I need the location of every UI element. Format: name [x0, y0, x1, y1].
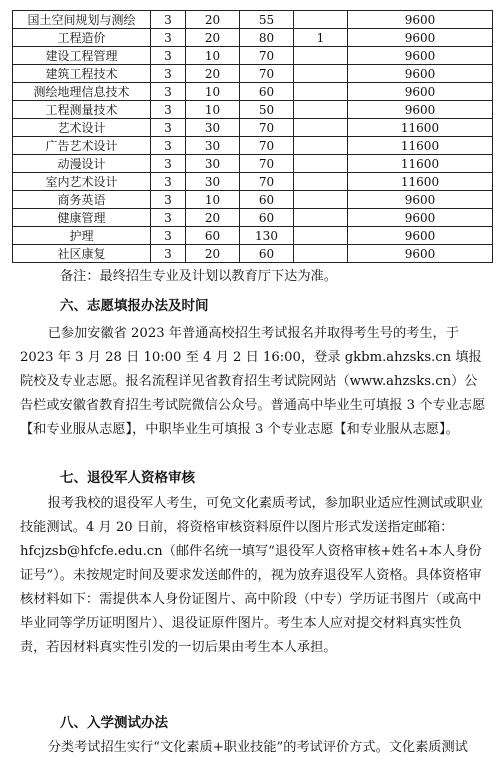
table-cell: 60 [240, 83, 294, 101]
table-cell: 9600 [348, 11, 493, 29]
table-cell [294, 173, 348, 191]
table-cell: 130 [240, 227, 294, 245]
table-cell: 10 [186, 83, 240, 101]
table-cell [294, 245, 348, 263]
table-row [13, 11, 493, 29]
table-cell: 30 [186, 119, 240, 137]
table-cell [294, 209, 348, 227]
enrollment-quota-table [12, 10, 493, 263]
table-cell: 9600 [348, 191, 493, 209]
table-cell: 9600 [348, 29, 493, 47]
table-row [13, 227, 493, 245]
table-cell [294, 155, 348, 173]
table-cell: 9600 [348, 65, 493, 83]
table-cell: 3 [151, 119, 186, 137]
table-row [13, 137, 493, 155]
table-cell: 20 [186, 29, 240, 47]
table-cell: 11600 [348, 155, 493, 173]
section-6-body [20, 322, 488, 442]
table-cell: 70 [240, 155, 294, 173]
table-cell: 10 [186, 101, 240, 119]
table-cell: 60 [186, 227, 240, 245]
table-cell: 3 [151, 11, 186, 29]
table-cell: 1 [294, 29, 348, 47]
table-cell: 70 [240, 119, 294, 137]
table-cell: 20 [186, 209, 240, 227]
table-row [13, 191, 493, 209]
table-cell [294, 137, 348, 155]
table-cell: 20 [186, 65, 240, 83]
table-cell: 3 [151, 137, 186, 155]
table-cell: 3 [151, 65, 186, 83]
table-cell: 50 [240, 101, 294, 119]
table-row [13, 245, 493, 263]
table-cell [294, 191, 348, 209]
table-row [13, 101, 493, 119]
table-cell [294, 119, 348, 137]
major-name-cell: 健康管理 [13, 209, 151, 227]
table-cell [294, 11, 348, 29]
table-cell: 11600 [348, 119, 493, 137]
section-6-heading: 六、志愿填报办法及时间 [60, 298, 209, 314]
table-row [13, 47, 493, 65]
table-row [13, 29, 493, 47]
major-name-cell: 动漫设计 [13, 155, 151, 173]
table-cell: 9600 [348, 227, 493, 245]
major-name-cell: 商务英语 [13, 191, 151, 209]
table-cell [294, 227, 348, 245]
major-name-cell: 建设工程管理 [13, 47, 151, 65]
table-cell: 20 [186, 11, 240, 29]
table-cell: 70 [240, 47, 294, 65]
major-name-cell: 国土空间规划与测绘 [13, 11, 151, 29]
table-row [13, 155, 493, 173]
table-cell: 3 [151, 83, 186, 101]
table-cell: 10 [186, 47, 240, 65]
table-cell: 30 [186, 155, 240, 173]
table-cell: 11600 [348, 137, 493, 155]
table-cell: 3 [151, 173, 186, 191]
table-cell: 3 [151, 209, 186, 227]
table-cell: 60 [240, 245, 294, 263]
major-name-cell: 工程造价 [13, 29, 151, 47]
major-name-cell: 广告艺术设计 [13, 137, 151, 155]
major-name-cell: 建筑工程技术 [13, 65, 151, 83]
section-7-heading: 七、退役军人资格审核 [60, 470, 195, 486]
table-cell: 70 [240, 65, 294, 83]
section-8-body [20, 736, 488, 760]
table-cell: 9600 [348, 209, 493, 227]
table-row [13, 119, 493, 137]
table-cell: 3 [151, 191, 186, 209]
major-name-cell: 室内艺术设计 [13, 173, 151, 191]
table-cell: 9600 [348, 47, 493, 65]
table-cell: 20 [186, 245, 240, 263]
table-cell: 60 [240, 191, 294, 209]
table-row [13, 173, 493, 191]
section-6-paragraph: 已参加安徽省 2023 年普通高校招生考试报名并取得考生号的考生，于 2023 年 3 月 28 日 10:00 至 4 月 2 日 16:00，登录 gkbm.ahzsks.cn 填报院校及专业志愿。报名流程详见省教育招生考试院网站（www.ahzsks.cn）公告栏或安徽省教育招生考试院微信公众号。普通高中毕业生可填报 3 个专业志愿【和专业服从志愿】，中职毕业生可填报 3 个专业志愿【和专业服从志愿】。 [20, 326, 486, 437]
table-cell: 60 [240, 209, 294, 227]
table-cell: 11600 [348, 173, 493, 191]
table-cell: 3 [151, 101, 186, 119]
table-cell: 3 [151, 245, 186, 263]
table-cell: 10 [186, 191, 240, 209]
section-7-paragraph: 报考我校的退役军人考生，可免文化素质考试，参加职业适应性测试或职业技能测试。4 月 20 日前，将资格审核资料原件以图片形式发送指定邮箱：hfcjzsb@hfcfe.edu.cn（邮件名统一填写“退役军人资格审核+姓名+本人身份证号”）。未按规定时间及要求发送邮件的，视为放弃退役军人资格。具体资格审核材料如下：需提供本人身份证图片、高中阶段（中专）学历证书图片（或高中毕业同等学历证明图片）、退役证原件图片。考生本人应对提交材料真实性负责，若因材料真实性引发的一切后果由考生本人承担。 [20, 496, 483, 655]
major-name-cell: 护理 [13, 227, 151, 245]
major-name-cell: 社区康复 [13, 245, 151, 263]
table-body [13, 11, 493, 263]
table-cell: 3 [151, 155, 186, 173]
table-cell [294, 83, 348, 101]
section-7-body [20, 492, 488, 660]
major-name-cell: 艺术设计 [13, 119, 151, 137]
table-row [13, 65, 493, 83]
table-cell: 3 [151, 29, 186, 47]
table-cell: 55 [240, 11, 294, 29]
table-row [13, 209, 493, 227]
table-cell: 30 [186, 173, 240, 191]
table-cell: 80 [240, 29, 294, 47]
table-cell: 70 [240, 137, 294, 155]
table-cell: 9600 [348, 101, 493, 119]
table-note: 备注：最终招生专业及计划以教育厅下达为准。 [60, 269, 337, 284]
section-8-paragraph: 分类考试招生实行“文化素质+职业技能”的考试评价方式。文化素质测试 [47, 740, 468, 755]
major-name-cell: 工程测量技术 [13, 101, 151, 119]
section-8-heading: 八、入学测试办法 [60, 715, 168, 731]
table-cell: 9600 [348, 83, 493, 101]
major-name-cell: 测绘地理信息技术 [13, 83, 151, 101]
table-cell [294, 65, 348, 83]
table-cell [294, 101, 348, 119]
table-cell: 3 [151, 227, 186, 245]
table-cell: 3 [151, 47, 186, 65]
table-cell: 30 [186, 137, 240, 155]
table-row [13, 83, 493, 101]
table-cell [294, 47, 348, 65]
table-cell: 70 [240, 173, 294, 191]
table-cell: 9600 [348, 245, 493, 263]
